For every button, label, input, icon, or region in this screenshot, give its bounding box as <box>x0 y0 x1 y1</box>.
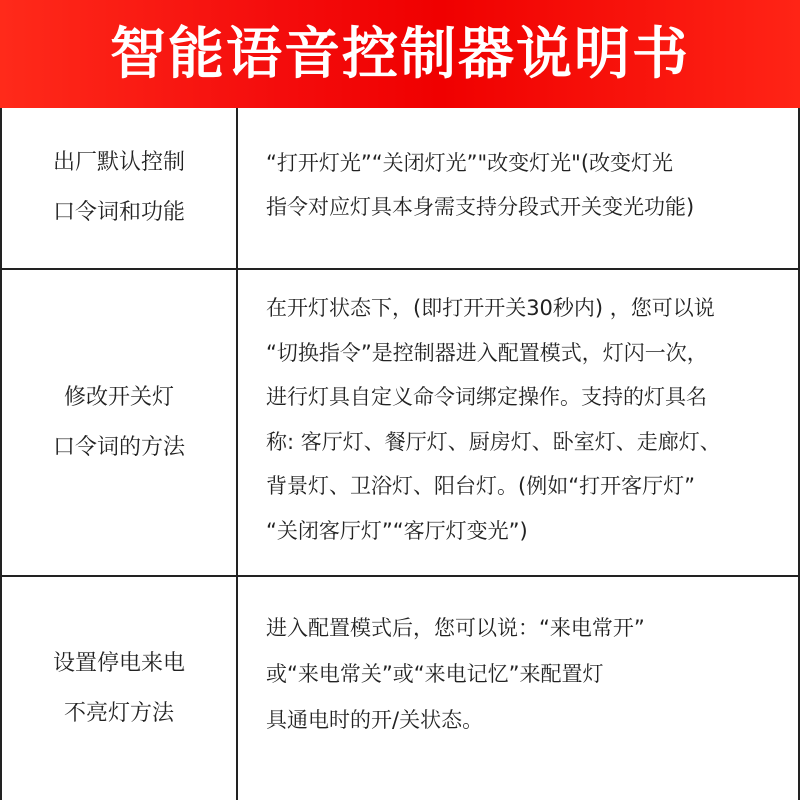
row-content: 进入配置模式后，您可以说：“来电常开” 或“来电常关”或“来电记忆”来配置灯 具通电时的开/关状态。 <box>266 615 645 732</box>
row-label-line: 出厂默认控制 <box>52 150 185 175</box>
row-content: “打开灯光”“关闭灯光”"改变灯光"(改变灯光 指令对应灯具本身需支持分段式开关变光功能) <box>266 151 695 219</box>
table-row <box>2 577 798 800</box>
row-label <box>53 138 185 238</box>
row-label-line: 不亮灯方法 <box>63 700 174 726</box>
row-label-cell <box>2 577 238 800</box>
table-row <box>2 270 798 577</box>
table-row <box>2 108 798 270</box>
row-label <box>53 373 185 473</box>
row-label-cell <box>2 108 238 268</box>
row-label <box>53 639 185 739</box>
title-banner <box>0 0 800 108</box>
row-content: 在开灯状态下，(即打开开关30秒内) ，您可以说 “切换指令”是控制器进入配置模式，灯闪一次， 进行灯具自定义命令词绑定操作。支持的灯具名 称: 客厅灯、餐厅灯、厨房灯、卧室灯、走廊灯、 背景灯、卫浴灯、阳台灯。(例如“打开客厅灯” “关闭客厅灯”“客厅灯变光”) <box>266 296 721 543</box>
row-content-cell <box>238 577 798 800</box>
row-label-line: 口令词的方法 <box>52 434 185 460</box>
row-content-cell <box>238 108 798 268</box>
row-label-line: 修改开关灯 <box>63 384 174 410</box>
row-content-cell <box>238 270 798 575</box>
row-label-line: 口令词和功能 <box>52 200 185 225</box>
instruction-table <box>0 108 800 800</box>
row-label-line: 设置停电来电 <box>52 650 185 676</box>
page-title: 智能语音控制器说明书 <box>110 22 690 87</box>
row-label-cell <box>2 270 238 575</box>
